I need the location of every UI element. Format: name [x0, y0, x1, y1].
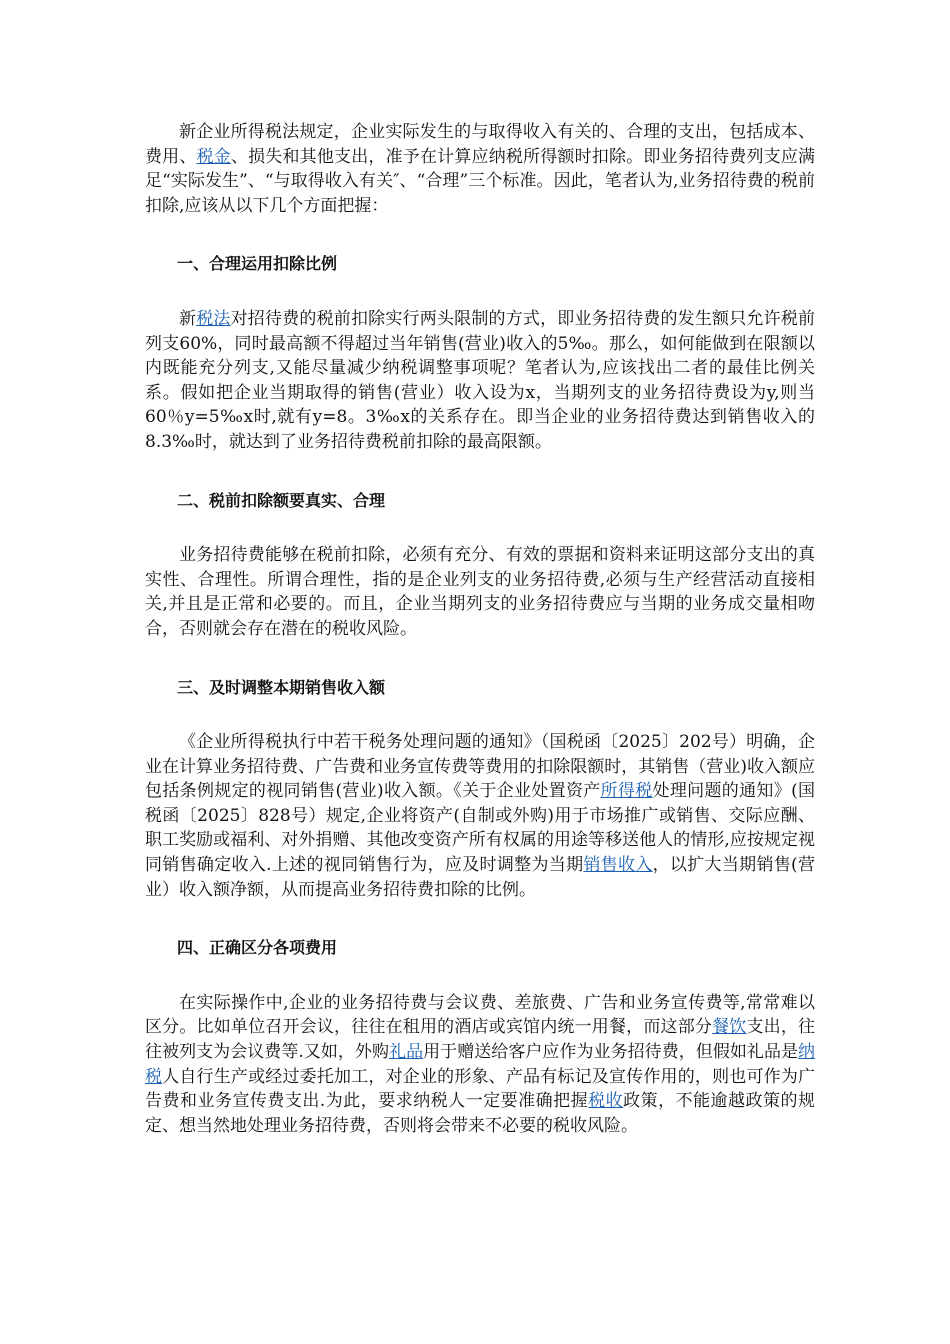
text: 处理问题的通知》(国税函〔2025〕828号）规定,企业将资产(自制或外购)用于市场推广或销售、交际应酬、职工奖励或福利、对外捐赠、其他改变资产所有权属的用途等移送他人的情形,应按规定视同销售确定收入.上述的视同销售行为，应及时调整为当期 [145, 781, 816, 876]
section-heading-2: 二、税前扣除额要真实、合理 [177, 490, 386, 510]
paragraph-sales-income [145, 730, 815, 902]
link-taxation[interactable]: 税收 [588, 1091, 624, 1112]
section-heading-1: 一、合理运用扣除比例 [177, 254, 338, 274]
text: 用于赠送给客户应作为业务招待费，但假如礼品是 [423, 1042, 799, 1063]
text: ，以扩大当期销售(营业）收入额净额，从而提高业务招待费扣除的比例。 [145, 855, 815, 900]
text: 人自行生产或经过委托加工，对企业的形象、产品有标记及宣传作用的，则也可作为广告费和业务宣传费支出.为此，要求纳税人一定要准确把握 [145, 1066, 816, 1112]
text: 《企业所得税执行中若干税务处理问题的通知》（国税函〔2025〕202号）明确，企业在计算业务招待费、广告费和业务宣传费等费用的扣除限额时，其销售（营业)收入额应包括条例规定的视同销售(营业)收入额。《关于企业处置资产 [145, 732, 815, 802]
link-tax-law[interactable]: 税法 [196, 308, 231, 329]
section-heading-3: 三、及时调整本期销售收入额 [177, 677, 386, 697]
link-tax-money[interactable]: 税金 [196, 146, 231, 167]
paragraph-intro [145, 120, 815, 218]
link-taxpayer[interactable]: 纳税 [145, 1042, 816, 1087]
text: 在实际操作中,企业的业务招待费与会议费、差旅费、广告和业务宣传费等,常常难以区分。比如单位召开会议，往往在租用的酒店或宾馆内统一用餐，而这部分 [145, 992, 815, 1038]
link-income-tax[interactable]: 所得税 [600, 781, 653, 802]
link-gifts[interactable]: 礼品 [389, 1042, 424, 1063]
link-catering[interactable]: 餐饮 [712, 1017, 747, 1038]
paragraph-expense-distinction [145, 991, 815, 1139]
text: 支出，往往被列支为会议费等.又如，外购 [145, 1017, 816, 1063]
text: 政策，不能逾越政策的规定、想当然地处理业务招待费，否则将会带来不必要的税收风险。 [145, 1091, 816, 1136]
text: 、损失和其他支出，准予在计算应纳税所得额时扣除。即业务招待费列支应满足“实际发生”、“与取得收入有关″、“合理”三个标准。因此，笔者认为,业务招待费的税前扣除,应该从以下几个方面把握： [145, 146, 816, 216]
text: 对招待费的税前扣除实行两头限制的方式，即业务招待费的发生额只允许税前列支60%，同时最高额不得超过当年销售(营业)收入的5‰。那么，如何能做到在限额以内既能充分列支,又能尽量减少纳税调整事项呢？笔者认为,应该找出二者的最佳比例关系。假如把企业当期取得的销售(营业）收入设为x，当期列支的业务招待费设为y,则当60％y=5‰x时,就有y=8。3‰x的关系存在。即当企业的业务招待费达到销售收入的8.3‰时，就达到了业务招待费税前扣除的最高限额。 [145, 308, 816, 452]
link-sales-revenue[interactable]: 销售收入 [583, 855, 653, 876]
text: 新企业所得税法规定，企业实际发生的与取得收入有关的、合理的支出，包括成本、费用、 [145, 122, 815, 167]
section-heading-4: 四、正确区分各项费用 [177, 938, 338, 958]
paragraph-deduction-ratio [145, 307, 815, 455]
document-body [145, 120, 815, 1138]
text: 业务招待费能够在税前扣除，必须有充分、有效的票据和资料来证明这部分支出的真实性、合理性。所谓合理性，指的是企业列支的业务招待费,必须与生产经营活动直接相关,并且是正常和必要的。而且，企业当期列支的业务招待费应与当期的业务成交量相吻合，否则就会存在潜在的税收风险。 [145, 545, 815, 639]
text: 新 [179, 308, 197, 329]
paragraph-authenticity [145, 543, 815, 641]
